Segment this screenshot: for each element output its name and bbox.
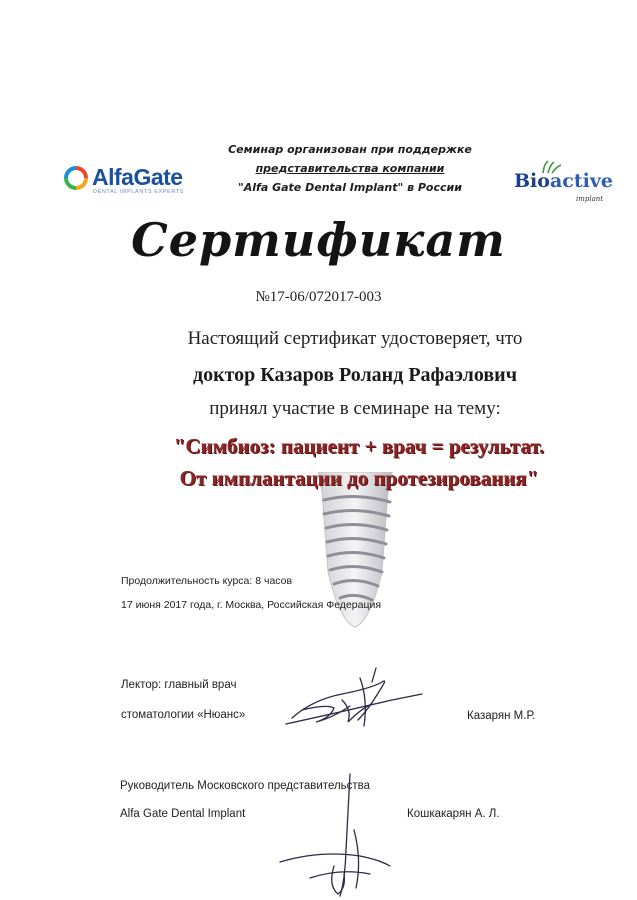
header-note-line1: Семинар организован при поддержке: [228, 143, 472, 156]
header-note: [200, 140, 500, 197]
alfagate-emblem-icon: [64, 166, 88, 190]
bioactive-logo-bio: Bio: [514, 170, 550, 192]
bioactive-logo-name: [514, 170, 613, 192]
certificate-statement: Настоящий сертификат удостоверяет, что: [187, 328, 523, 349]
bioactive-logo-active: active: [549, 170, 613, 192]
course-duration: Продолжительность курса: 8 часов: [121, 575, 293, 587]
recipient-name: доктор Казаров Роланд Рафаэлович: [192, 364, 517, 386]
certificate-title: Сертификат: [131, 213, 506, 267]
lecturer-title-line2: стоматологии «Нюанс»: [121, 709, 246, 721]
alfagate-logo-name: AlfaGate: [92, 164, 183, 190]
header-note-line2: представительства компании: [255, 162, 445, 175]
alfagate-logo: [64, 164, 194, 198]
bioactive-logo-sub: implant: [576, 195, 604, 203]
lecturer-name: Казарян М.Р.: [467, 710, 536, 722]
bioactive-logo: [512, 164, 612, 208]
lecturer-signature: [272, 660, 432, 740]
seminar-topic-line2: От имплантации до протезирования": [179, 466, 539, 490]
alfagate-logo-tagline: DENTAL IMPLANTS EXPERTS: [93, 189, 185, 195]
header-note-line3: "Alfa Gate Dental Implant" в России: [238, 181, 462, 194]
head-name: Кошкакарян А. Л.: [407, 808, 500, 820]
seminar-topic-line1: "Симбиоз: пациент + врач = результат.: [173, 434, 545, 458]
head-signature: [250, 770, 400, 900]
seminar-topic: [0, 430, 637, 494]
certificate-number: №17-06/072017-003: [255, 289, 382, 305]
head-title-line1: Руководитель Московского представительства: [120, 780, 371, 792]
lecturer-title-line1: Лектор: главный врач: [121, 679, 237, 691]
head-title-line2: Alfa Gate Dental Implant: [120, 808, 246, 820]
date-and-place: 17 июня 2017 года, г. Москва, Российская Федерация: [121, 599, 382, 611]
participation-statement: принял участие в семинаре на тему:: [209, 398, 501, 419]
